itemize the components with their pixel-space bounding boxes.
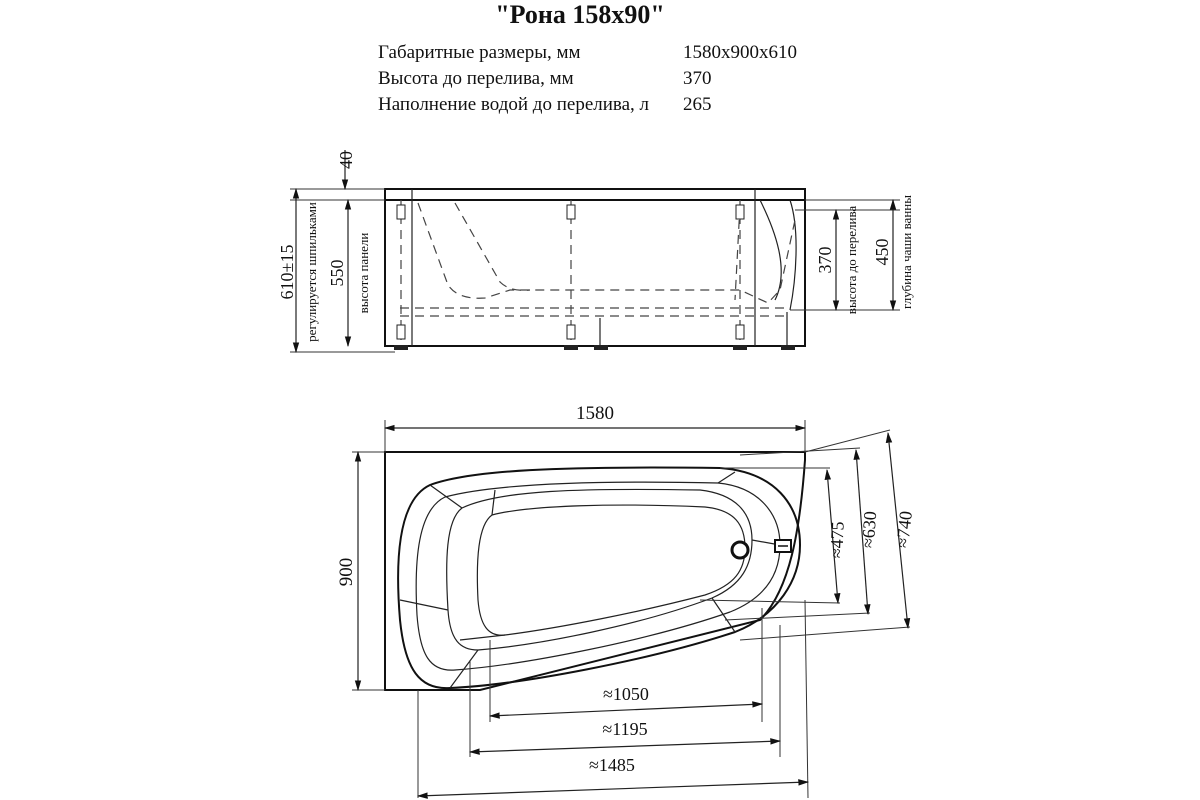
dim-rim: 40 (336, 151, 356, 169)
side-legs (394, 200, 795, 350)
dim-overflow-height: 370 (815, 246, 835, 274)
spec-value: 265 (683, 94, 712, 115)
side-bowl-edge (790, 200, 796, 310)
top-rim-inner (416, 482, 780, 670)
dim-c: ≈740 (892, 509, 916, 549)
drain-icon (732, 542, 748, 558)
dim-f: ≈1485 (589, 755, 635, 775)
top-view (336, 403, 916, 798)
side-bowl-edge-inner (760, 200, 781, 300)
dim-panel-height: 550 (327, 259, 347, 287)
spec-label: Наполнение водой до перелива, л (378, 94, 650, 115)
note-overflow-height: высота до перелива (844, 205, 859, 315)
dim-bowl-depth: 450 (872, 238, 892, 266)
drawing-title: "Рона 158x90" (495, 0, 665, 29)
spec-label: Габаритные размеры, мм (378, 42, 581, 63)
spec-value: 370 (683, 68, 712, 89)
side-bowl-dashed-inner (455, 203, 530, 290)
dim-total-height: 610±15 (277, 244, 297, 300)
top-footprint (385, 452, 805, 690)
dim-e: ≈1195 (602, 719, 648, 739)
note-bowl-depth: глубина чаши ванны (899, 195, 914, 309)
note-panel-height: высота панели (356, 232, 371, 314)
spec-label: Высота до перелива, мм (378, 68, 574, 89)
spec-value: 1580x900x610 (683, 42, 797, 63)
dim-a: ≈475 (826, 521, 848, 559)
dim-width: 900 (336, 557, 357, 587)
top-rim-corner-lines (400, 472, 780, 688)
dim-length: 1580 (576, 403, 614, 424)
side-view (277, 150, 914, 352)
top-bath-floor (477, 505, 745, 635)
dim-b: ≈630 (857, 510, 881, 549)
dim-d: ≈1050 (603, 684, 649, 704)
note-total-height: регулируется шпильками (304, 202, 319, 342)
